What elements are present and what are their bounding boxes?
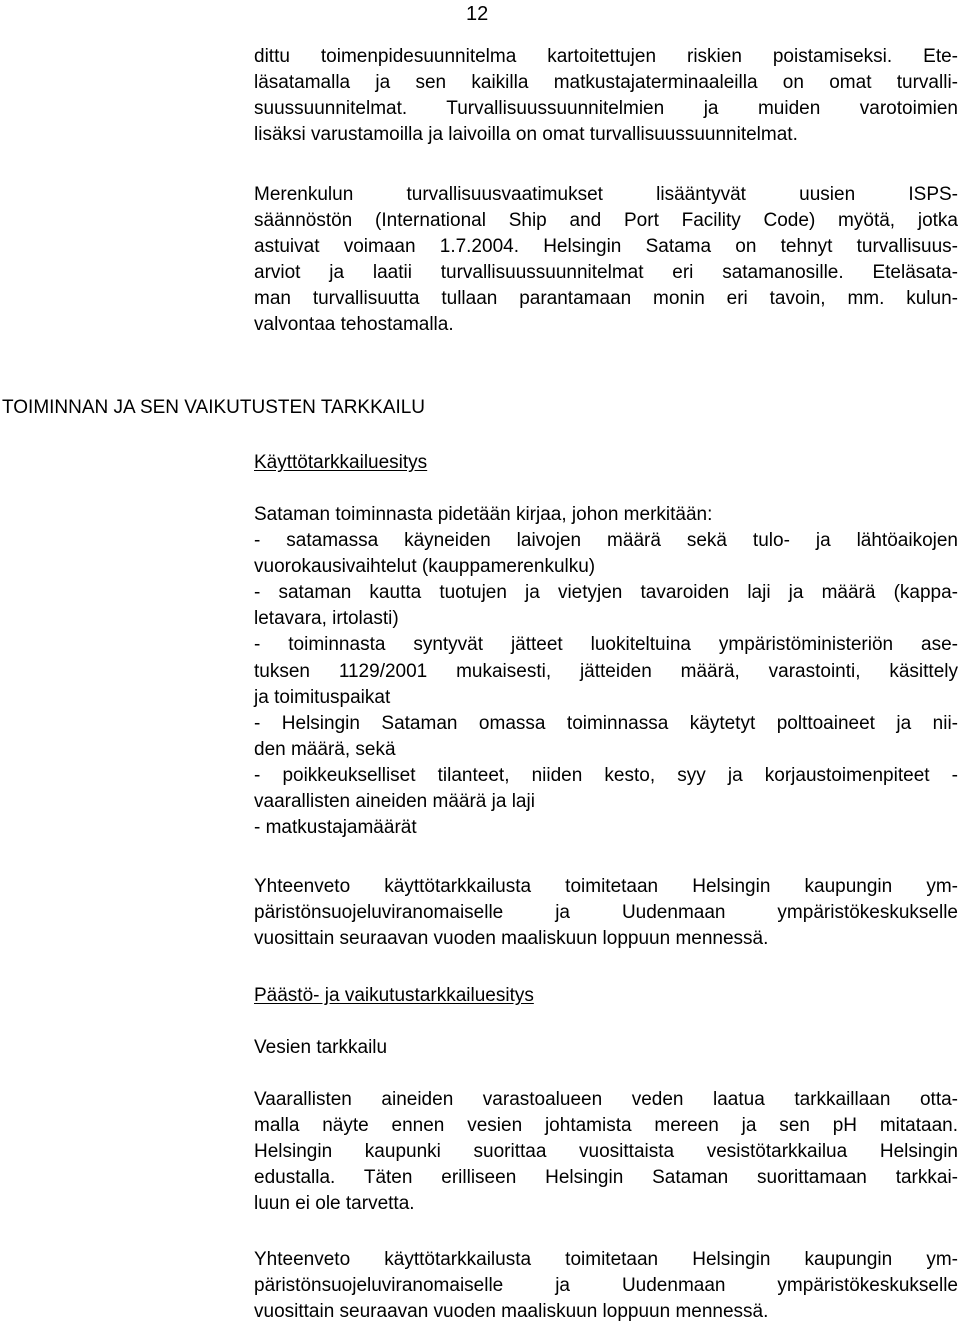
text-line: Merenkulun turvallisuusvaatimukset lisääntyvät uusien ISPS- bbox=[254, 184, 958, 205]
paragraph-isps bbox=[254, 182, 958, 339]
list-item: - Helsingin Sataman omassa toiminnassa käytetyt polttoaineet ja nii- bbox=[254, 712, 958, 734]
list-item: - sataman kautta tuotujen ja vietyjen tavaroiden laji ja määrä (kappa- bbox=[254, 582, 958, 604]
paragraph-record-list bbox=[254, 502, 958, 841]
text-line: vuosittain seuraavan vuoden maaliskuun loppuun mennessä. bbox=[254, 928, 769, 950]
page-number: 12 bbox=[466, 3, 489, 25]
paragraph-water-monitoring bbox=[254, 1087, 958, 1217]
text-line: astuivat voimaan 1.7.2004. Helsingin Satama on tehnyt turvallisuus- bbox=[254, 236, 958, 258]
paragraph-summary-1 bbox=[254, 874, 958, 952]
section-heading: TOIMINNAN JA SEN VAIKUTUSTEN TARKKAILU bbox=[2, 397, 426, 418]
paragraph-safety-plans bbox=[254, 44, 958, 148]
text-line: suussuunnitelmat. Turvallisuussuunnitelmien ja muiden varotoimien bbox=[254, 98, 958, 120]
subheading-usage-monitoring: Käyttötarkkailuesitys bbox=[254, 452, 428, 473]
text-line: malla näyte ennen vesien johtamista mereen ja sen pH mitataan. bbox=[254, 1115, 958, 1137]
text-line: letavara, irtolasti) bbox=[254, 608, 399, 630]
text-line: läsatamalla ja sen kaikilla matkustajaterminaaleilla on omat turvalli- bbox=[254, 72, 958, 94]
text-line: päristönsuojeluviranomaiselle ja Uudenmaan ympäristökeskukselle bbox=[254, 902, 958, 924]
text-line: lisäksi varustamoilla ja laivoilla on omat turvallisuussuunnitelmat. bbox=[254, 124, 798, 146]
list-item: - toiminnasta syntyvät jätteet luokiteltuina ympäristöministeriön ase- bbox=[254, 634, 958, 656]
list-item: - poikkeukselliset tilanteet, niiden kesto, syy ja korjaustoimenpiteet - bbox=[254, 764, 958, 786]
text-line: edustalla. Täten erilliseen Helsingin Sataman suorittamaan tarkkai- bbox=[254, 1167, 958, 1189]
text-line: valvontaa tehostamalla. bbox=[254, 314, 454, 336]
paragraph-summary-2 bbox=[254, 1247, 958, 1325]
text-line: den määrä, sekä bbox=[254, 738, 396, 760]
list-item: - satamassa käyneiden laivojen määrä sekä tulo- ja lähtöaikojen bbox=[254, 530, 958, 552]
text-line: vaarallisten aineiden määrä ja laji bbox=[254, 791, 535, 813]
text-line: Vaarallisten aineiden varastoalueen veden laatua tarkkaillaan otta- bbox=[254, 1089, 958, 1110]
subheading-water-monitoring: Vesien tarkkailu bbox=[254, 1037, 388, 1058]
text-line: tuksen 1129/2001 mukaisesti, jätteiden määrä, varastointi, käsittely bbox=[254, 660, 958, 682]
text-line: vuorokausivaihtelut (kauppamerenkulku) bbox=[254, 556, 596, 578]
text-line: päristönsuojeluviranomaiselle ja Uudenmaan ympäristökeskukselle bbox=[254, 1275, 958, 1297]
list-item: - matkustajamäärät bbox=[254, 817, 417, 839]
text-line: säännöstön (International Ship and Port Facility Code) myötä, jotka bbox=[254, 210, 958, 232]
text-line: Yhteenveto käyttötarkkailusta toimitetaan Helsingin kaupungin ym- bbox=[254, 876, 958, 897]
text-line: Helsingin kaupunki suorittaa vuosittaista vesistötarkkailua Helsingin bbox=[254, 1141, 958, 1163]
text-line: luun ei ole tarvetta. bbox=[254, 1193, 415, 1215]
text-line: Yhteenveto käyttötarkkailusta toimitetaan Helsingin kaupungin ym- bbox=[254, 1249, 958, 1270]
text-line: Sataman toiminnasta pidetään kirjaa, johon merkitään: bbox=[254, 504, 713, 525]
text-line: ja toimituspaikat bbox=[254, 686, 391, 708]
text-line: man turvallisuutta tullaan parantamaan monin eri tavoin, mm. kulun- bbox=[254, 288, 958, 310]
text-line: vuosittain seuraavan vuoden maaliskuun loppuun mennessä. bbox=[254, 1301, 769, 1323]
text-line: arviot ja laatii turvallisuussuunnitelmat eri satamanosille. Eteläsata- bbox=[254, 262, 958, 284]
text-line: dittu toimenpidesuunnitelma kartoitettujen riskien poistamiseksi. Ete- bbox=[254, 46, 958, 67]
subheading-emission-monitoring: Päästö- ja vaikutustarkkailuesitys bbox=[254, 985, 534, 1006]
